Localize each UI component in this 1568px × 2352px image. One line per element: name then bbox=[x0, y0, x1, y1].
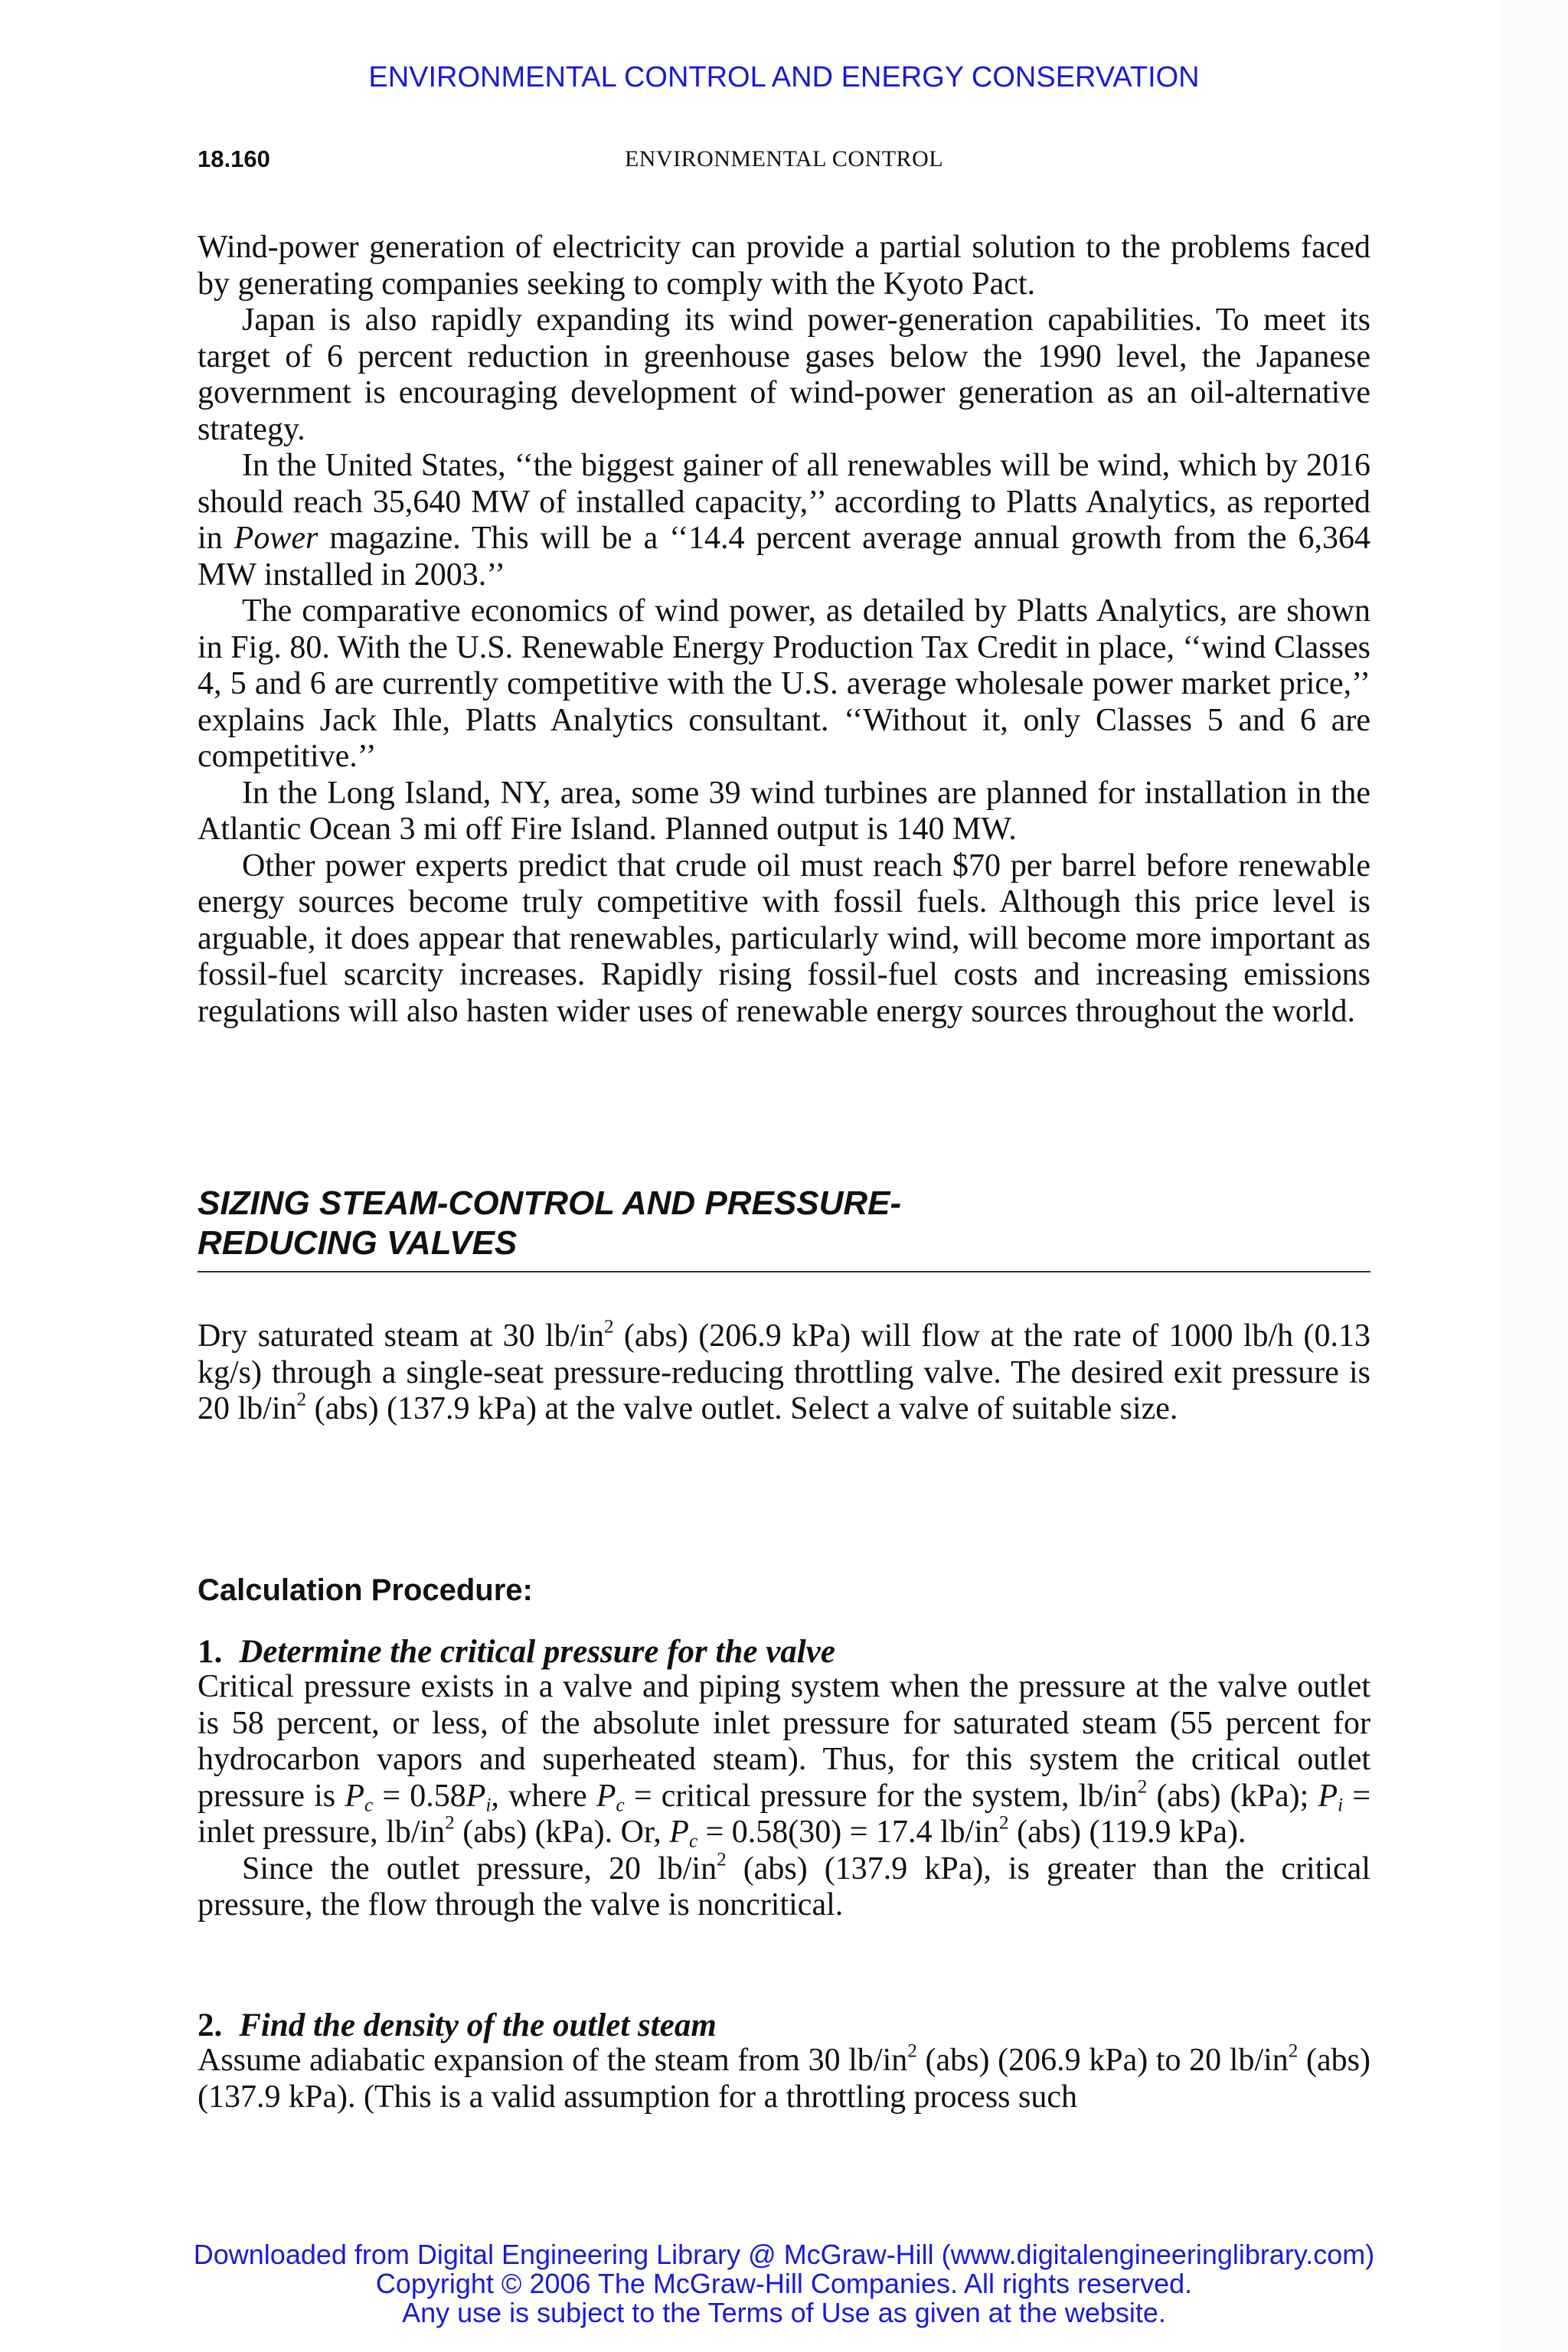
step1-text: = critical pressure for the system, lb/in bbox=[624, 1778, 1138, 1814]
wind-paragraph-5: In the Long Island, NY, area, some 39 wind turbines are planned for installation in the Atlantic Ocean 3 mi off Fire Island. Planned output is 140 MW. bbox=[198, 775, 1370, 847]
step2-text: (abs) (206.9 kPa) to 20 lb/in bbox=[916, 2043, 1289, 2078]
symbol-p: P bbox=[466, 1778, 486, 1814]
footer-download-line[interactable]: Downloaded from Digital Engineering Library @ McGraw-Hill (www.digitalengineeringlibrary.com) bbox=[193, 2239, 1375, 2270]
step1-text: (abs) (kPa). Or, bbox=[454, 1815, 670, 1850]
step-number: 1. bbox=[198, 1634, 223, 1670]
symbol-p: P bbox=[345, 1778, 364, 1814]
symbol-p: P bbox=[596, 1778, 616, 1814]
step1-text: (abs) (137.9 kPa), is greater than the critical pressure, the flow through the valve is noncritical. bbox=[198, 1851, 1370, 1922]
download-footer bbox=[0, 2240, 1568, 2328]
problem-text-a: Dry saturated steam at 30 lb/in bbox=[198, 1318, 604, 1354]
superscript-2: 2 bbox=[717, 1848, 727, 1870]
wind-paragraph-1: Wind-power generation of electricity can provide a partial solution to the problems faced by generating companies seeking to comply with the Kyoto Pact. bbox=[198, 230, 1370, 302]
step-title: Determine the critical pressure for the valve bbox=[239, 1634, 835, 1670]
problem-text-c: (abs) (137.9 kPa) at the valve outlet. Select a valve of suitable size. bbox=[306, 1391, 1178, 1426]
footer-copyright-line: Copyright © 2006 The McGraw-Hill Companies. All rights reserved. bbox=[375, 2268, 1193, 2299]
wind-p3-text-b: magazine. This will be a ‘‘14.4 percent average annual growth from the 6,364 MW installed in 2003.’’ bbox=[198, 521, 1370, 593]
symbol-p: P bbox=[669, 1815, 689, 1850]
step2-text: (abs) (137.9 kPa). (This is a valid assumption for a throttling process such bbox=[198, 2043, 1370, 2115]
superscript-2: 2 bbox=[445, 1812, 455, 1834]
superscript-2: 2 bbox=[907, 2040, 917, 2062]
section-title-line-2: REDUCING VALVES bbox=[198, 1224, 518, 1262]
running-head: ENVIRONMENTAL CONTROL bbox=[624, 146, 944, 172]
page-number: 18.160 bbox=[198, 145, 270, 172]
step-number: 2. bbox=[198, 2007, 223, 2043]
problem-text-b: (abs) (206.9 kPa) will flow at the rate of 1000 lb/h (0.13 kg/s) through a single-seat pressure-reducing throttling valve. The desired exit pressure is 20 lb/in bbox=[198, 1318, 1370, 1426]
step1-text: = inlet pressure, lb/in bbox=[198, 1778, 1371, 1850]
subscript-c: c bbox=[616, 1794, 625, 1815]
section-title bbox=[198, 1184, 1370, 1272]
wind-paragraph-4: The comparative economics of wind power, as detailed by Platts Analytics, are shown in Fig. 80. With the U.S. Renewable Energy Production Tax Credit in place, ‘‘wind Classes 4, 5 and 6 are currently competitive with the U.S. average wholesale power market price,’’ explains Jack Ihle, Platts Analytics consultant. ‘‘Without it, only Classes 5 and 6 are competitive.’’ bbox=[198, 593, 1370, 774]
subscript-c: c bbox=[688, 1831, 698, 1852]
step-2-paragraph-1 bbox=[198, 2040, 1370, 2115]
step1-text: (abs) (119.9 kPa). bbox=[1008, 1815, 1246, 1850]
section-title-line-1: SIZING STEAM-CONTROL AND PRESSURE- bbox=[198, 1184, 902, 1222]
step1-text: (abs) (kPa); bbox=[1147, 1778, 1318, 1814]
problem-statement bbox=[198, 1318, 1370, 1428]
wind-paragraph-3 bbox=[198, 448, 1370, 593]
step1-text: , where bbox=[491, 1778, 596, 1814]
wind-paragraph-2: Japan is also rapidly expanding its wind power-generation capabilities. To meet its target of 6 percent reduction in greenhouse gases below the 1990 level, the Japanese government is encouraging development of wind-power generation as an oil-alternative strategy. bbox=[198, 302, 1370, 447]
step2-text: Assume adiabatic expansion of the steam from 30 lb/in bbox=[198, 2043, 908, 2078]
step-2-body bbox=[198, 2040, 1370, 2115]
step-2-heading bbox=[198, 2007, 1370, 2044]
step-1-body bbox=[198, 1669, 1370, 1924]
power-magazine-title: Power bbox=[234, 521, 318, 556]
subscript-i: i bbox=[1338, 1794, 1344, 1815]
calculation-procedure-heading: Calculation Procedure: bbox=[198, 1573, 533, 1607]
problem-paragraph bbox=[198, 1318, 1370, 1428]
page-header bbox=[198, 141, 1370, 178]
superscript-2: 2 bbox=[603, 1316, 614, 1338]
superscript-2: 2 bbox=[296, 1389, 307, 1410]
wind-p3-text-a: In the United States, ‘‘the biggest gainer of all renewables will be wind, which by 2016 should reach 35,640 MW of installed capacity,’’ according to Platts Analytics, as reported in bbox=[198, 448, 1370, 556]
subscript-i: i bbox=[485, 1794, 492, 1815]
superscript-2: 2 bbox=[1137, 1775, 1148, 1797]
step1-text: Since the outlet pressure, 20 lb/in bbox=[242, 1851, 717, 1886]
step-1-paragraph-1 bbox=[198, 1669, 1370, 1851]
subscript-c: c bbox=[364, 1794, 374, 1815]
step1-text: Critical pressure exists in a valve and piping system when the pressure at the valve outlet is 58 percent, or less, of the absolute inlet pressure for saturated steam (55 percent for hydrocarbon vapors and superheated steam). Thus, for this system the critical outlet pressure is bbox=[198, 1669, 1370, 1814]
step1-text: = 0.58(30) = 17.4 lb/in bbox=[697, 1815, 999, 1850]
superscript-2: 2 bbox=[1288, 2040, 1298, 2062]
footer-terms-line[interactable]: Any use is subject to the Terms of Use as given at the website. bbox=[402, 2297, 1166, 2328]
superscript-2: 2 bbox=[998, 1812, 1009, 1834]
step-1-heading bbox=[198, 1634, 1370, 1671]
wind-paragraph-6: Other power experts predict that crude oil must reach $70 per barrel before renewable energy sources become truly competitive with fossil fuels. Although this price level is arguable, it does appear that renewables, particularly wind, will become more important as fossil-fuel scarcity increases. Rapidly rising fossil-fuel costs and increasing emissions regulations will also hasten wider uses of renewable energy sources throughout the world. bbox=[198, 848, 1370, 1029]
wind-power-text bbox=[198, 230, 1370, 1030]
step1-text: = 0.58 bbox=[373, 1778, 466, 1814]
chapter-banner: ENVIRONMENTAL CONTROL AND ENERGY CONSERVATION bbox=[368, 61, 1200, 93]
step-title: Find the density of the outlet steam bbox=[239, 2007, 717, 2043]
page-edge-shade bbox=[1499, 0, 1568, 2352]
step-1-paragraph-2 bbox=[198, 1848, 1370, 1924]
symbol-p: P bbox=[1318, 1778, 1338, 1814]
